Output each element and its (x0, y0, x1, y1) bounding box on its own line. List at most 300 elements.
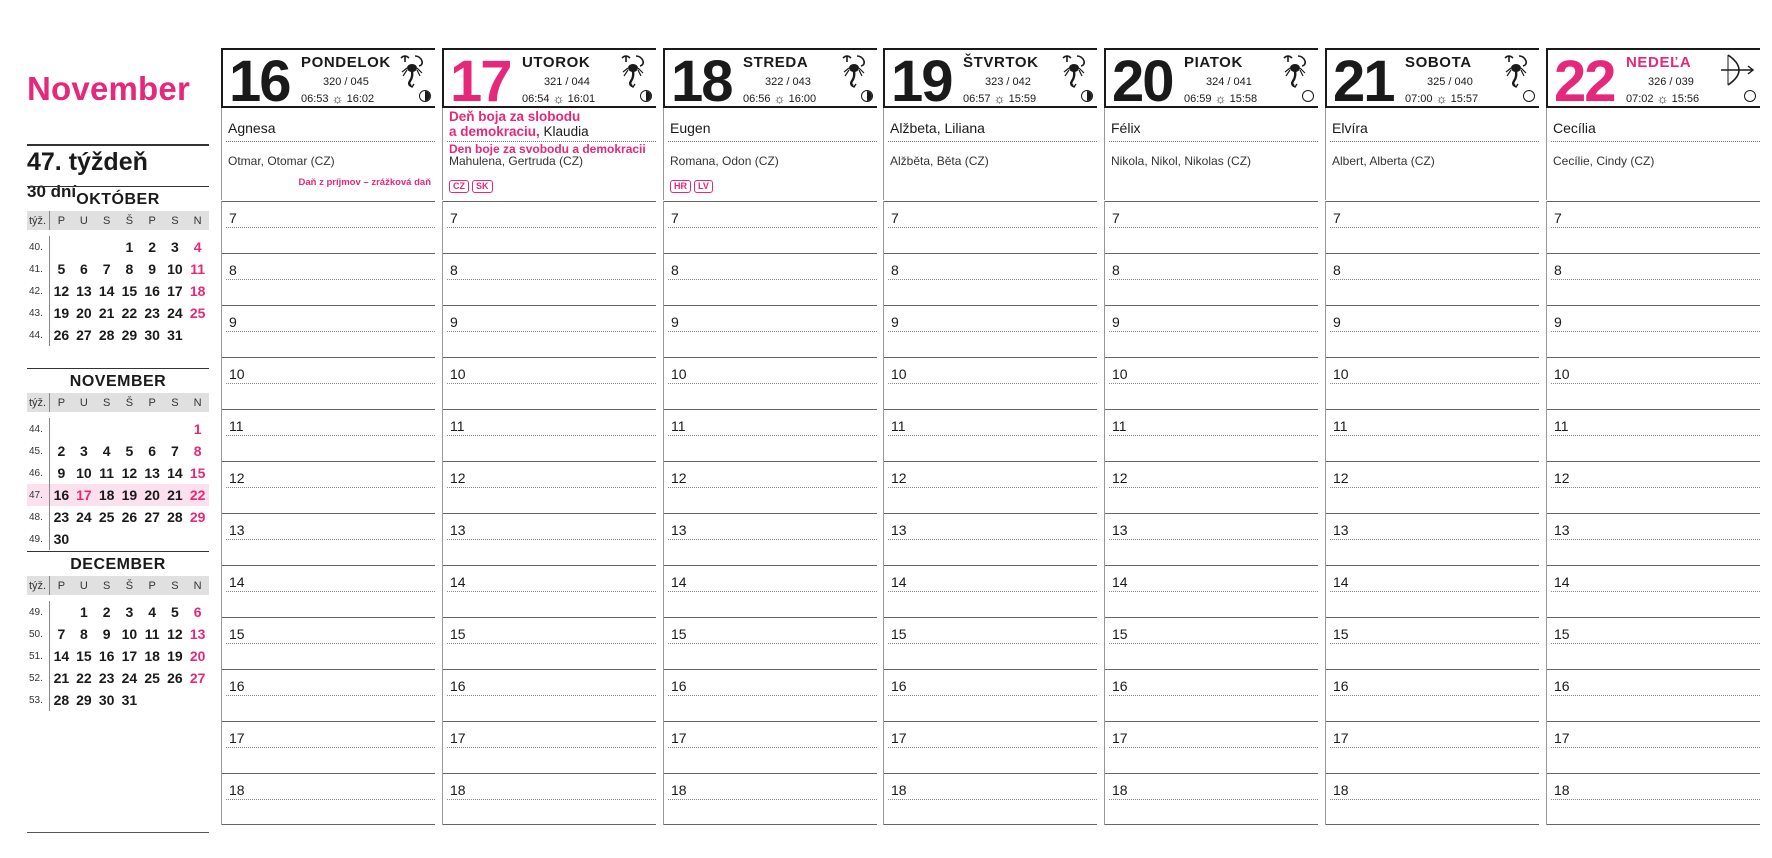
name-day-area[interactable] (442, 108, 656, 200)
day-number: 18 (671, 49, 732, 114)
hour-slot[interactable] (222, 409, 435, 461)
hour-label: 12 (891, 470, 907, 486)
hour-slot[interactable] (1105, 721, 1318, 773)
hour-slot[interactable] (664, 773, 877, 825)
divider (668, 331, 877, 332)
divider (668, 591, 877, 592)
hour-label: 12 (671, 470, 687, 486)
hour-label: 16 (1112, 678, 1128, 694)
week-number: 50. (27, 623, 50, 645)
hour-slot[interactable] (1326, 565, 1539, 617)
hour-slot[interactable] (1547, 201, 1760, 253)
divider (668, 141, 877, 142)
weekday-header: P (141, 211, 164, 230)
sunrise-time: 06:59 (1184, 93, 1212, 105)
name-day-area[interactable] (1546, 108, 1760, 200)
hour-slot[interactable] (1326, 305, 1539, 357)
hour-slot[interactable] (1547, 721, 1760, 773)
day-column (1546, 48, 1760, 832)
day-cell: 6 (193, 604, 202, 620)
divider (226, 331, 435, 332)
hour-label: 15 (1554, 626, 1570, 642)
divider (1109, 487, 1318, 488)
day-cell: 21 (53, 670, 70, 686)
hour-slots (221, 201, 435, 825)
divider (668, 799, 877, 800)
divider (226, 695, 435, 696)
divider (888, 747, 1097, 748)
day-cell: 27 (189, 670, 206, 686)
hour-slot[interactable] (884, 669, 1097, 721)
day-cell: 20 (189, 648, 206, 664)
divider (888, 279, 1097, 280)
day-cell: 10 (76, 465, 92, 481)
day-cell: 15 (121, 283, 138, 299)
day-cell: 14 (167, 465, 183, 481)
day-cell (186, 324, 209, 346)
day-cell: 30 (144, 327, 160, 343)
week-number: 49. (27, 528, 50, 550)
hour-slot[interactable] (664, 201, 877, 253)
mini-calendar-week-row (27, 528, 209, 550)
day-number: 22 (1554, 49, 1615, 114)
day-cell: 5 (170, 604, 179, 620)
day-cell (95, 236, 118, 258)
day-cell: 3 (170, 239, 179, 255)
divider (226, 799, 435, 800)
day-cell: 12 (121, 465, 138, 481)
divider (888, 487, 1097, 488)
hour-label: 17 (1333, 730, 1349, 746)
name-day: Cecília (1553, 120, 1596, 136)
hour-slot[interactable] (884, 461, 1097, 513)
hour-slot[interactable] (664, 617, 877, 669)
weekday-header: S (95, 576, 118, 595)
day-cell (95, 418, 118, 440)
week-number: 42. (27, 280, 50, 302)
divider (447, 331, 656, 332)
divider (888, 591, 1097, 592)
hour-slot[interactable] (1105, 461, 1318, 513)
mini-calendar-grid (27, 211, 209, 346)
hour-slot[interactable] (222, 565, 435, 617)
hour-slot[interactable] (443, 565, 656, 617)
hour-slot[interactable] (664, 565, 877, 617)
name-day: Klaudia (539, 124, 589, 139)
divider (888, 695, 1097, 696)
mini-calendar-week-row (27, 667, 209, 689)
day-cell: 22 (76, 670, 92, 686)
divider (1551, 695, 1760, 696)
name-day-area[interactable] (663, 108, 877, 200)
hour-label: 14 (671, 574, 687, 590)
day-cell: 29 (121, 327, 138, 343)
divider (226, 435, 435, 436)
hour-slot[interactable] (1547, 773, 1760, 825)
hour-label: 14 (450, 574, 466, 590)
day-cell (141, 528, 164, 550)
day-cell (50, 236, 73, 258)
day-cell: 2 (57, 443, 66, 459)
mini-calendar-header (27, 211, 209, 230)
day-cell: 11 (99, 465, 115, 481)
hour-label: 7 (450, 210, 458, 226)
divider (888, 539, 1097, 540)
hour-slot[interactable] (443, 357, 656, 409)
hour-slot[interactable] (222, 617, 435, 669)
hour-slot[interactable] (222, 253, 435, 305)
hour-slot[interactable] (443, 409, 656, 461)
hour-label: 17 (891, 730, 907, 746)
hour-slot[interactable] (1326, 773, 1539, 825)
week-number: 46. (27, 462, 50, 484)
hour-slots (1104, 201, 1318, 825)
hour-slot[interactable] (884, 617, 1097, 669)
divider (1109, 435, 1318, 436)
sun-icon: ☼ (1656, 91, 1669, 106)
hour-label: 15 (671, 626, 687, 642)
day-cell: 13 (189, 626, 206, 642)
hour-label: 16 (1554, 678, 1570, 694)
weekday-header: P (50, 393, 73, 412)
weekday-header: P (141, 393, 164, 412)
weekday-header: Š (118, 393, 141, 412)
day-cell: 24 (76, 509, 92, 525)
day-cell: 17 (167, 283, 183, 299)
day-cell: 28 (98, 327, 115, 343)
divider (1551, 435, 1760, 436)
mini-calendar-week-row (27, 258, 209, 280)
day-cell (50, 418, 73, 440)
hour-slot[interactable] (222, 669, 435, 721)
hour-label: 16 (229, 678, 245, 694)
sunrise-time: 06:57 (963, 93, 991, 105)
week-number: 41. (27, 258, 50, 280)
archer-bow-icon (1720, 52, 1754, 88)
divider (888, 331, 1097, 332)
weekday-header: P (50, 211, 73, 230)
hour-slot[interactable] (222, 513, 435, 565)
day-column (221, 48, 435, 832)
hour-slot[interactable] (222, 773, 435, 825)
week-number: 45. (27, 440, 50, 462)
mini-calendar-week-row (27, 302, 209, 324)
hour-slot[interactable] (1547, 357, 1760, 409)
hour-slot[interactable] (1105, 357, 1318, 409)
hour-slots (663, 201, 877, 825)
day-number: 19 (891, 49, 952, 114)
hour-label: 13 (1112, 522, 1128, 538)
hour-slot[interactable] (443, 669, 656, 721)
sunrise-time: 06:54 (522, 93, 550, 105)
sun-times (743, 91, 816, 106)
mini-calendar-week-row (27, 440, 209, 462)
hour-slot[interactable] (1326, 513, 1539, 565)
day-cell: 25 (144, 670, 160, 686)
hour-label: 7 (1333, 210, 1341, 226)
divider (1109, 799, 1318, 800)
hour-slot[interactable] (1547, 305, 1760, 357)
day-of-year: 320 / 045 (323, 76, 369, 88)
sun-icon: ☼ (331, 91, 344, 106)
hour-slot[interactable] (884, 409, 1097, 461)
day-header (442, 48, 656, 114)
hour-slot[interactable] (222, 721, 435, 773)
hour-label: 15 (1333, 626, 1349, 642)
name-day: Elvíra (1332, 120, 1368, 136)
day-cell: 9 (57, 465, 66, 481)
day-cell: 7 (57, 626, 66, 642)
day-cell: 1 (79, 604, 88, 620)
hour-slot[interactable] (443, 253, 656, 305)
day-cell: 28 (167, 509, 183, 525)
hour-label: 9 (671, 314, 679, 330)
hour-slot[interactable] (1547, 669, 1760, 721)
hour-slot[interactable] (443, 201, 656, 253)
hour-slot[interactable] (443, 461, 656, 513)
hour-label: 12 (1554, 470, 1570, 486)
week-number: 44. (27, 324, 50, 346)
divider (1109, 695, 1318, 696)
hour-slot[interactable] (664, 409, 877, 461)
hour-slot[interactable] (664, 513, 877, 565)
hour-label: 10 (671, 366, 687, 382)
hour-slot[interactable] (1105, 617, 1318, 669)
divider (1109, 227, 1318, 228)
hour-slot[interactable] (1105, 201, 1318, 253)
hour-slot[interactable] (884, 357, 1097, 409)
divider (1551, 227, 1760, 228)
hour-label: 9 (450, 314, 458, 330)
hour-slot[interactable] (664, 357, 877, 409)
hour-label: 11 (450, 418, 465, 434)
hour-label: 10 (1333, 366, 1349, 382)
day-cell: 21 (164, 484, 187, 506)
divider (1109, 747, 1318, 748)
hour-slot[interactable] (1547, 565, 1760, 617)
hour-slot[interactable] (1105, 669, 1318, 721)
day-cell: 4 (102, 443, 111, 459)
hour-slot[interactable] (1547, 513, 1760, 565)
day-number: 20 (1112, 49, 1173, 114)
week-number: 49. (27, 601, 50, 623)
hour-slot[interactable] (1547, 409, 1760, 461)
divider (1551, 591, 1760, 592)
hour-slot[interactable] (1326, 669, 1539, 721)
day-header (1104, 48, 1318, 114)
hour-label: 10 (1554, 366, 1570, 382)
divider (1551, 279, 1760, 280)
hour-label: 18 (671, 782, 687, 798)
day-cell: 11 (144, 626, 160, 642)
day-cell: 31 (121, 692, 138, 708)
hour-label: 13 (229, 522, 245, 538)
hour-label: 14 (1112, 574, 1128, 590)
day-cell: 26 (53, 327, 70, 343)
divider (668, 539, 877, 540)
hour-slot[interactable] (1326, 409, 1539, 461)
hour-slot[interactable] (1326, 461, 1539, 513)
divider (226, 227, 435, 228)
hour-slot[interactable] (1105, 513, 1318, 565)
day-cell: 13 (76, 283, 92, 299)
hour-slot[interactable] (884, 201, 1097, 253)
day-cell (164, 689, 187, 711)
hour-label: 12 (1333, 470, 1349, 486)
sun-times (963, 91, 1036, 106)
scorpion-icon (616, 52, 650, 88)
week-number: 43. (27, 302, 50, 324)
day-cell: 2 (148, 239, 157, 255)
hour-slot[interactable] (222, 305, 435, 357)
hour-label: 11 (1112, 418, 1127, 434)
day-cell: 7 (102, 261, 111, 277)
divider (888, 141, 1097, 142)
hour-slot[interactable] (884, 513, 1097, 565)
hour-slot[interactable] (884, 305, 1097, 357)
hour-slot[interactable] (1105, 305, 1318, 357)
hour-slot[interactable] (1326, 201, 1539, 253)
holiday-country-tags (670, 176, 716, 194)
weekday-header: S (164, 393, 187, 412)
divider (1330, 643, 1539, 644)
divider (1330, 591, 1539, 592)
weekday-header: Š (118, 576, 141, 595)
hour-slot[interactable] (1547, 461, 1760, 513)
day-cell (118, 528, 141, 550)
day-cell: 8 (125, 261, 134, 277)
hour-label: 17 (671, 730, 687, 746)
hour-label: 16 (1333, 678, 1349, 694)
hour-label: 10 (891, 366, 907, 382)
hour-slot[interactable] (884, 773, 1097, 825)
divider (1551, 799, 1760, 800)
divider (226, 279, 435, 280)
day-cell: 10 (167, 261, 183, 277)
hour-slot[interactable] (1326, 721, 1539, 773)
name-day: Agnesa (228, 120, 276, 136)
hour-slot[interactable] (1105, 409, 1318, 461)
hour-slot[interactable] (664, 721, 877, 773)
scorpion-icon (395, 52, 429, 88)
hour-slot[interactable] (443, 721, 656, 773)
day-cell: 8 (79, 626, 88, 642)
day-cell (118, 418, 141, 440)
hour-slot[interactable] (884, 565, 1097, 617)
hour-slot[interactable] (1326, 617, 1539, 669)
hour-label: 8 (1554, 262, 1562, 278)
sun-icon: ☼ (1435, 91, 1448, 106)
weekday-header: N (186, 393, 209, 412)
day-cell: 14 (98, 283, 115, 299)
divider (888, 799, 1097, 800)
hour-slot[interactable] (664, 305, 877, 357)
hour-label: 11 (671, 418, 686, 434)
divider (447, 643, 656, 644)
day-cell: 6 (79, 261, 88, 277)
hour-label: 16 (671, 678, 687, 694)
hour-slot[interactable] (1547, 617, 1760, 669)
hour-slots (883, 201, 1097, 825)
moon-phase-icon (1523, 90, 1535, 102)
hour-slot[interactable] (664, 253, 877, 305)
divider (1330, 279, 1539, 280)
day-cell: 17 (73, 484, 96, 506)
other-names: Otmar, Otomar (CZ) (228, 154, 335, 168)
day-cell: 13 (144, 465, 160, 481)
day-cell: 15 (76, 648, 92, 664)
divider (447, 591, 656, 592)
name-day-area[interactable] (221, 108, 435, 200)
hour-slot[interactable] (884, 721, 1097, 773)
name-day-area[interactable] (883, 108, 1097, 200)
hour-slot[interactable] (1105, 565, 1318, 617)
day-of-year: 323 / 042 (985, 76, 1031, 88)
other-names: Alžběta, Běta (CZ) (890, 154, 989, 168)
hour-label: 11 (891, 418, 906, 434)
hour-label: 13 (450, 522, 466, 538)
divider (447, 539, 656, 540)
weekday-header: N (186, 211, 209, 230)
sun-times (301, 91, 374, 106)
hour-slot[interactable] (222, 201, 435, 253)
divider (226, 487, 435, 488)
hour-slot[interactable] (222, 357, 435, 409)
name-day: Alžbeta, Liliana (890, 120, 985, 136)
hour-slot[interactable] (1326, 357, 1539, 409)
hour-slot[interactable] (1105, 773, 1318, 825)
day-cell: 5 (125, 443, 134, 459)
hour-slot[interactable] (1547, 253, 1760, 305)
day-cell: 18 (95, 484, 118, 506)
day-cell: 22 (186, 484, 209, 506)
day-cell: 19 (118, 484, 141, 506)
day-cell: 9 (148, 261, 157, 277)
hour-slot[interactable] (443, 773, 656, 825)
day-header (883, 48, 1097, 114)
scorpion-icon (1057, 52, 1091, 88)
divider (1330, 383, 1539, 384)
hour-label: 11 (1554, 418, 1569, 434)
mini-calendar-month: OKTÓBER (27, 186, 209, 211)
hour-slot[interactable] (443, 617, 656, 669)
divider (1551, 539, 1760, 540)
hour-label: 18 (229, 782, 245, 798)
day-cell: 19 (53, 305, 70, 321)
day-cell: 14 (53, 648, 70, 664)
month-title: November (27, 70, 190, 107)
sunrise-time: 07:00 (1405, 93, 1433, 105)
hour-label: 8 (1333, 262, 1341, 278)
hour-slot[interactable] (1326, 253, 1539, 305)
hour-slot[interactable] (884, 253, 1097, 305)
divider (447, 747, 656, 748)
hour-slot[interactable] (664, 461, 877, 513)
name-day-area[interactable] (1104, 108, 1318, 200)
hour-slot[interactable] (664, 669, 877, 721)
hour-slot[interactable] (443, 305, 656, 357)
hour-slot[interactable] (1105, 253, 1318, 305)
day-cell (164, 418, 187, 440)
weekday-header: týž. (27, 211, 50, 230)
hour-slot[interactable] (443, 513, 656, 565)
scorpion-icon (1499, 52, 1533, 88)
name-day-area[interactable] (1325, 108, 1539, 200)
hour-slot[interactable] (222, 461, 435, 513)
day-cell: 9 (102, 626, 111, 642)
day-cell: 23 (98, 670, 115, 686)
hour-label: 8 (671, 262, 679, 278)
